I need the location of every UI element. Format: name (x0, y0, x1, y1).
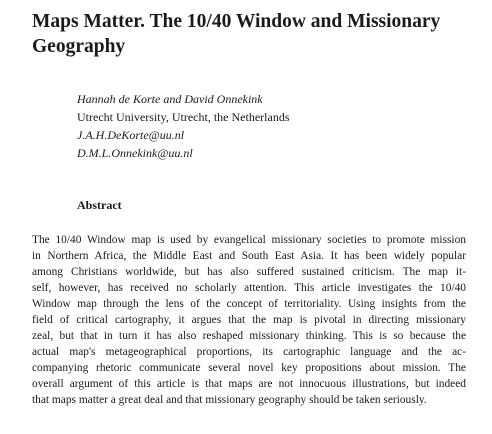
author-affiliation: Utrecht University, Utrecht, the Netherlands (77, 110, 290, 124)
author-block (77, 90, 457, 162)
author-email-1[interactable]: J.A.H.DeKorte@uu.nl (77, 128, 185, 142)
article-title: Maps Matter. The 10/40 Window and Missionary Geography (32, 11, 441, 57)
abstract-line: field of critical cartography, it argues that the map is pivotal in directing missionary (32, 314, 466, 326)
abstract-line: that maps matter a great deal and that missionary geography should be taken seriously. (32, 394, 427, 406)
abstract-line: The 10/40 Window map is used by evangelical missionary societies to promote mission (32, 234, 466, 246)
abstract-line: zeal, but that in turn it has also reshaped missionary thinking. This is so because the (32, 330, 466, 342)
abstract-line: self, however, has received no scholarly attention. This article investigates the 10/40 (32, 282, 466, 294)
abstract-line: Window map through the lens of the concept of territoriality. Using insights from the (32, 298, 466, 310)
abstract-line: among Christians worldwide, but has also suffered sustained criticism. The map it- (32, 266, 466, 278)
abstract-line: companying rhetoric communicate several novel key propositions about mission. The (32, 362, 466, 374)
abstract-heading: Abstract (77, 198, 122, 212)
author-names: Hannah de Korte and David Onnekink (77, 92, 263, 106)
abstract-line: overall argument of this article is that maps are not innocuous illustrations, but indeed (32, 378, 466, 390)
abstract-body (32, 232, 466, 408)
abstract-line: actual map's metageographical proportions, its cartographic language and the ac- (32, 346, 466, 358)
author-email-2[interactable]: D.M.L.Onnekink@uu.nl (77, 146, 193, 160)
abstract-line: in Northern Africa, the Middle East and South East Asia. It has been widely popular (32, 250, 466, 262)
